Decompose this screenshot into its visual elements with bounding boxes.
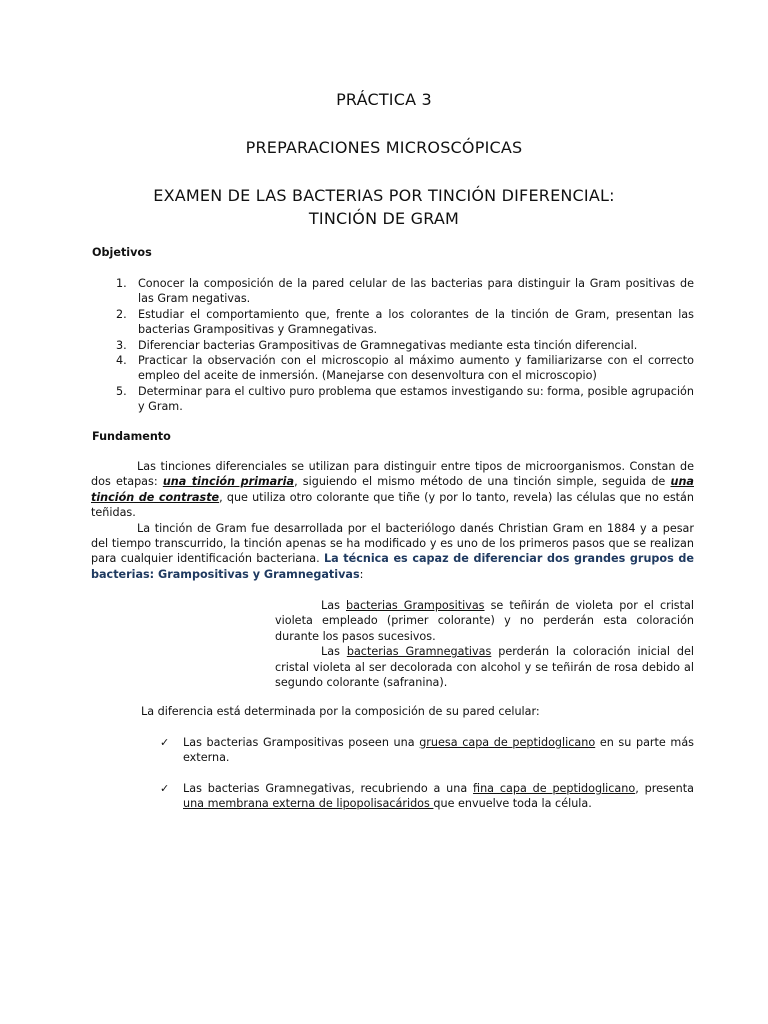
- objective-number: 5.: [116, 384, 127, 398]
- objective-item: [92, 384, 694, 415]
- text-run: perderán la coloración inicial del cristal violeta al ser decolorada con alcohol y se teñirán de rosa debido al segundo colorante (safranina).: [275, 645, 694, 690]
- objective-number: 4.: [116, 354, 127, 368]
- emphasis-term: una tinción primaria: [162, 475, 295, 489]
- text-run: Las bacterias Grampositivas poseen una: [183, 736, 420, 749]
- grampositive-paragraph: [275, 598, 694, 644]
- text-run: Las bacterias Gramnegativas, recubriendo a una: [183, 781, 474, 795]
- underlined-term: fina capa de peptidoglicano: [473, 781, 636, 795]
- highlighted-statement: La técnica es capaz de diferenciar dos grandes grupos de bacterias: Grampositivas y Gramnegativas: [91, 552, 695, 581]
- text-run: , siguiendo el mismo método de una tinción simple, seguida de: [294, 475, 671, 489]
- section-title: PREPARACIONES MICROSCÓPICAS: [245, 138, 523, 157]
- checkmark-icon: ✓: [160, 736, 170, 749]
- objective-item: [92, 353, 694, 384]
- objectives-list: [92, 276, 694, 415]
- fundamento-body: [91, 459, 694, 582]
- text-run: que envuelve toda la célula.: [433, 797, 592, 811]
- underlined-term: gruesa capa de peptidoglicano: [419, 736, 596, 749]
- main-title-line-1: EXAMEN DE LAS BACTERIAS POR TINCIÓN DIFERENCIAL:: [153, 186, 615, 205]
- checkmark-icon: ✓: [160, 781, 170, 795]
- check-item: [160, 781, 694, 812]
- difference-intro: La diferencia está determinada por la composición de su pared celular:: [141, 705, 540, 718]
- objetivos-heading: Objetivos: [92, 246, 152, 259]
- text-run: en su parte más externa.: [183, 736, 694, 765]
- objective-number: 2.: [116, 307, 127, 321]
- objective-number: 3.: [116, 338, 127, 352]
- underlined-term: bacterias Gramnegativas: [346, 645, 492, 659]
- emphasis-term: una tinción de contraste: [91, 475, 694, 504]
- objective-item: [92, 276, 694, 307]
- objective-text: Practicar la observación con el microscopio al máximo aumento y familiarizarse con el correcto empleo del aceite de inmersión. (Manejarse con desenvoltura con el microscopio): [138, 354, 694, 383]
- practice-title: PRÁCTICA 3: [336, 90, 432, 109]
- objective-number: 1.: [116, 277, 127, 290]
- objective-text: Determinar para el cultivo puro problema que estamos investigando su: forma, posible agrupación y Gram.: [138, 384, 694, 414]
- fundamento-heading: Fundamento: [92, 430, 171, 443]
- text-run: La tinción de Gram fue desarrollada por el bacteriólogo danés Christian Gram en 1884 y a pesar del tiempo transcurrido, la tinción apenas se ha modificado y es uno de los primeros pasos que se realizan para cualquier identificación bacteriana.: [91, 521, 694, 566]
- checklist: [160, 735, 694, 827]
- objective-item: [92, 307, 694, 338]
- text-run: , que utiliza otro colorante que tiñe (y por lo tanto, revela) las células que no están teñidas.: [91, 490, 694, 520]
- objective-item: [92, 338, 694, 353]
- text-run: , presenta: [635, 781, 694, 795]
- check-item-text: [183, 782, 694, 810]
- text-run: :: [359, 567, 364, 581]
- main-title-line-2: TINCIÓN DE GRAM: [308, 209, 460, 228]
- text-run: Las: [321, 599, 346, 612]
- gram-results-block: [275, 598, 694, 690]
- underlined-term: una membrana externa de lipopolisacáridos: [183, 797, 434, 811]
- gramnegative-paragraph: [275, 644, 694, 690]
- text-run: se teñirán de violeta por el cristal violeta empleado (primer colorante) y no perderán esta coloración durante los pasos sucesivos.: [275, 599, 694, 643]
- objective-text: Diferenciar bacterias Grampositivas de Gramnegativas mediante esta tinción diferencial.: [138, 338, 638, 352]
- objective-text: Estudiar el comportamiento que, frente a los colorantes de la tinción de Gram, presentan las bacterias Grampositivas y Gramnegativas.: [138, 307, 694, 337]
- check-item: [160, 735, 694, 766]
- text-run: Las: [321, 645, 347, 659]
- check-item-text: [183, 736, 694, 764]
- objective-text: Conocer la composición de la pared celular de las bacterias para distinguir la Gram positivas de las Gram negativas.: [138, 277, 694, 306]
- underlined-term: bacterias Grampositivas: [345, 599, 485, 612]
- fundamento-paragraph-1: [91, 459, 694, 521]
- text-run: Las tinciones diferenciales se utilizan para distinguir entre tipos de microorganismos. Constan de dos etapas:: [91, 460, 694, 489]
- fundamento-paragraph-2: [91, 521, 694, 583]
